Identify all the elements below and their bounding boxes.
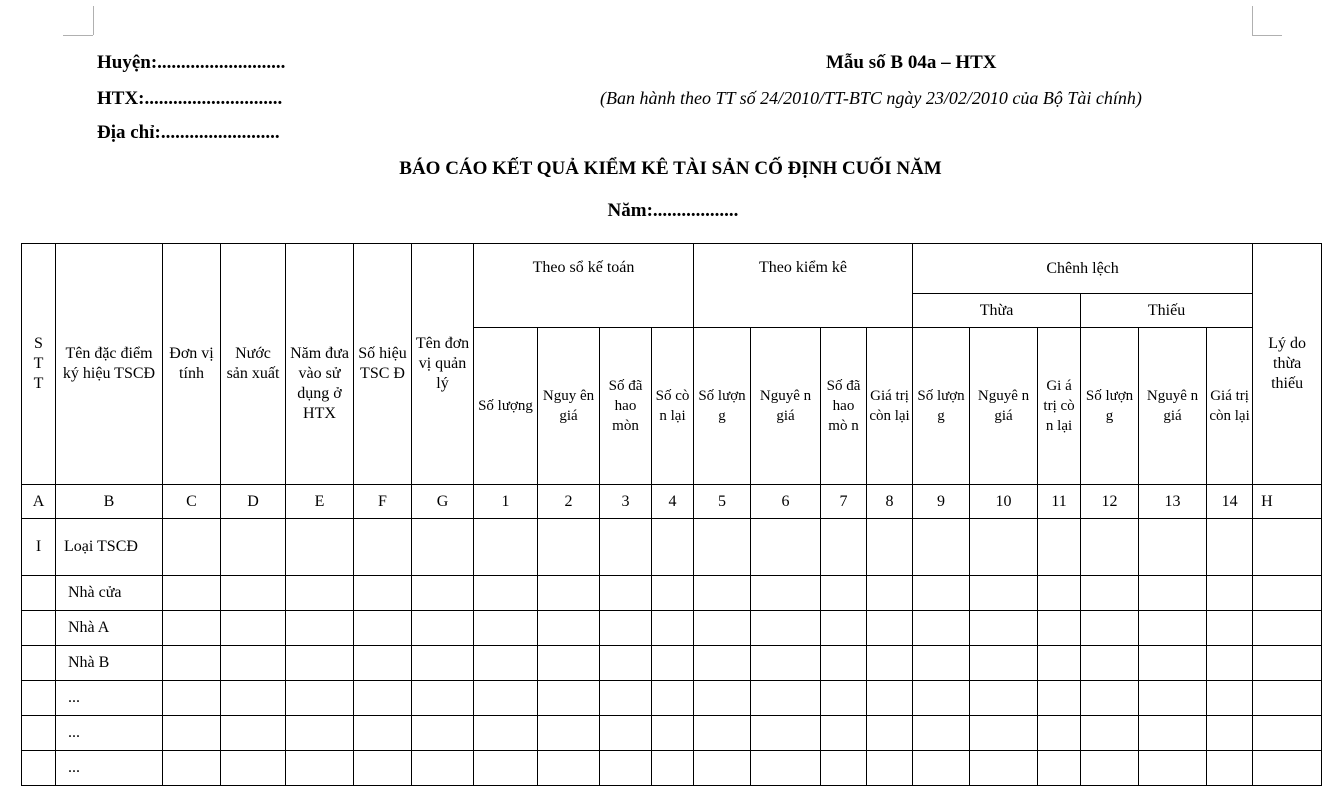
empty-cell	[867, 751, 913, 786]
empty-cell	[694, 646, 751, 681]
count-depreciation: Số đã hao mò n	[821, 328, 867, 485]
empty-cell	[821, 646, 867, 681]
empty-cell	[538, 519, 600, 576]
empty-cell	[913, 681, 970, 716]
col-stt	[22, 244, 56, 485]
empty-cell	[751, 576, 821, 611]
books-cost: Nguy ên giá	[538, 328, 600, 485]
empty-cell	[354, 716, 412, 751]
sub-shortage: Thiếu	[1081, 294, 1253, 328]
code-cell: D	[221, 485, 286, 519]
surplus-qty: Số lượn g	[913, 328, 970, 485]
shortage-cost: Nguyê n giá	[1139, 328, 1207, 485]
code-cell: C	[163, 485, 221, 519]
col-name: Tên đặc điểm ký hiệu TSCĐ	[56, 244, 163, 485]
group-books-label: Theo sổ kế toán	[532, 259, 635, 276]
row-stt	[22, 611, 56, 646]
empty-cell	[1038, 611, 1081, 646]
empty-cell	[600, 681, 652, 716]
row-name: Loại TSCĐ	[56, 519, 163, 576]
empty-cell	[1253, 646, 1322, 681]
code-cell: H	[1253, 485, 1322, 519]
table-row	[22, 611, 1322, 646]
table-row	[22, 519, 1322, 576]
empty-cell	[913, 519, 970, 576]
empty-cell	[751, 611, 821, 646]
empty-cell	[694, 751, 751, 786]
empty-cell	[913, 646, 970, 681]
empty-cell	[354, 751, 412, 786]
empty-cell	[970, 519, 1038, 576]
empty-cell	[474, 681, 538, 716]
empty-cell	[1207, 576, 1253, 611]
empty-cell	[538, 681, 600, 716]
count-remaining: Giá trị còn lại	[867, 328, 913, 485]
sub-surplus: Thừa	[913, 294, 1081, 328]
empty-cell	[1081, 646, 1139, 681]
empty-cell	[221, 646, 286, 681]
empty-cell	[913, 611, 970, 646]
empty-cell	[1081, 576, 1139, 611]
empty-cell	[354, 519, 412, 576]
empty-cell	[751, 716, 821, 751]
empty-cell	[1253, 576, 1322, 611]
col-mgmt-unit: Tên đơn vị quản lý	[412, 244, 474, 485]
empty-cell	[1253, 519, 1322, 576]
address-line: Địa chỉ:.........................	[97, 122, 280, 143]
table-row	[22, 646, 1322, 681]
empty-cell	[652, 519, 694, 576]
empty-cell	[913, 716, 970, 751]
empty-cell	[286, 519, 354, 576]
empty-cell	[286, 576, 354, 611]
code-cell: 8	[867, 485, 913, 519]
table-row	[22, 576, 1322, 611]
empty-cell	[913, 576, 970, 611]
code-cell: 5	[694, 485, 751, 519]
code-cell: 7	[821, 485, 867, 519]
empty-cell	[970, 716, 1038, 751]
empty-cell	[354, 611, 412, 646]
empty-cell	[286, 681, 354, 716]
empty-cell	[474, 646, 538, 681]
col-stt-label: S T T	[33, 335, 44, 392]
empty-cell	[286, 646, 354, 681]
empty-cell	[600, 576, 652, 611]
empty-cell	[1253, 681, 1322, 716]
shortage-remaining: Giá trị còn lại	[1207, 328, 1253, 485]
empty-cell	[1253, 751, 1322, 786]
empty-cell	[652, 681, 694, 716]
empty-cell	[1081, 751, 1139, 786]
empty-cell	[163, 519, 221, 576]
empty-cell	[1207, 716, 1253, 751]
empty-cell	[474, 611, 538, 646]
count-qty: Số lượn g	[694, 328, 751, 485]
empty-cell	[538, 751, 600, 786]
code-cell: 12	[1081, 485, 1139, 519]
col-reason: Lý do thừa thiếu	[1253, 244, 1322, 485]
report-year: Năm:..................	[607, 200, 739, 221]
empty-cell	[163, 611, 221, 646]
empty-cell	[1207, 751, 1253, 786]
empty-cell	[1139, 716, 1207, 751]
empty-cell	[867, 681, 913, 716]
empty-cell	[538, 716, 600, 751]
inventory-table	[21, 243, 1322, 786]
empty-cell	[970, 611, 1038, 646]
empty-cell	[1081, 611, 1139, 646]
empty-cell	[1038, 751, 1081, 786]
row-stt	[22, 751, 56, 786]
row-name: Nhà A	[56, 611, 163, 646]
empty-cell	[821, 681, 867, 716]
empty-cell	[751, 751, 821, 786]
group-count	[694, 244, 913, 328]
empty-cell	[474, 519, 538, 576]
empty-cell	[412, 751, 474, 786]
empty-cell	[970, 751, 1038, 786]
empty-cell	[913, 751, 970, 786]
empty-cell	[1081, 519, 1139, 576]
row-stt	[22, 646, 56, 681]
coop-line: HTX:.............................	[97, 88, 283, 109]
empty-cell	[821, 751, 867, 786]
empty-cell	[474, 751, 538, 786]
empty-cell	[1253, 611, 1322, 646]
empty-cell	[163, 576, 221, 611]
col-asset-no: Số hiệu TSC Đ	[354, 244, 412, 485]
empty-cell	[412, 611, 474, 646]
crop-mark-top-right-v	[1252, 6, 1253, 35]
empty-cell	[1207, 519, 1253, 576]
empty-cell	[694, 681, 751, 716]
empty-cell	[286, 751, 354, 786]
empty-cell	[1139, 611, 1207, 646]
empty-cell	[1038, 576, 1081, 611]
row-stt: I	[22, 519, 56, 576]
code-cell: F	[354, 485, 412, 519]
empty-cell	[1207, 646, 1253, 681]
empty-cell	[474, 576, 538, 611]
empty-cell	[1139, 576, 1207, 611]
empty-cell	[538, 576, 600, 611]
code-cell: 4	[652, 485, 694, 519]
empty-cell	[694, 611, 751, 646]
empty-cell	[1207, 611, 1253, 646]
empty-cell	[1139, 646, 1207, 681]
empty-cell	[286, 611, 354, 646]
empty-cell	[970, 646, 1038, 681]
empty-cell	[751, 519, 821, 576]
empty-cell	[354, 576, 412, 611]
group-count-label: Theo kiểm kê	[759, 259, 847, 276]
empty-cell	[538, 646, 600, 681]
group-diff: Chênh lệch	[913, 244, 1253, 294]
surplus-remaining: Gi á trị cò n lại	[1038, 328, 1081, 485]
empty-cell	[600, 519, 652, 576]
empty-cell	[412, 519, 474, 576]
empty-cell	[694, 519, 751, 576]
shortage-qty: Số lượn g	[1081, 328, 1139, 485]
empty-cell	[163, 681, 221, 716]
empty-cell	[163, 751, 221, 786]
row-name: ...	[56, 681, 163, 716]
code-cell: G	[412, 485, 474, 519]
empty-cell	[221, 611, 286, 646]
row-name: ...	[56, 716, 163, 751]
code-cell: 6	[751, 485, 821, 519]
empty-cell	[867, 716, 913, 751]
empty-cell	[412, 716, 474, 751]
empty-cell	[221, 519, 286, 576]
empty-cell	[867, 519, 913, 576]
col-country: Nước sản xuất	[221, 244, 286, 485]
table-row	[22, 751, 1322, 786]
empty-cell	[652, 716, 694, 751]
empty-cell	[221, 716, 286, 751]
empty-cell	[1139, 751, 1207, 786]
column-codes-row	[22, 485, 1322, 519]
books-depreciation: Số đã hao mòn	[600, 328, 652, 485]
row-name: Nhà cửa	[56, 576, 163, 611]
district-line: Huyện:...........................	[97, 52, 286, 73]
empty-cell	[1081, 681, 1139, 716]
code-cell: 10	[970, 485, 1038, 519]
empty-cell	[821, 519, 867, 576]
empty-cell	[538, 611, 600, 646]
row-stt	[22, 716, 56, 751]
empty-cell	[1139, 681, 1207, 716]
empty-cell	[600, 716, 652, 751]
empty-cell	[652, 751, 694, 786]
crop-mark-top-left-h	[63, 35, 93, 36]
crop-mark-top-right-h	[1252, 35, 1282, 36]
code-cell: E	[286, 485, 354, 519]
empty-cell	[1038, 519, 1081, 576]
empty-cell	[412, 646, 474, 681]
code-cell: 14	[1207, 485, 1253, 519]
empty-cell	[221, 681, 286, 716]
row-name: Nhà B	[56, 646, 163, 681]
code-cell: 11	[1038, 485, 1081, 519]
empty-cell	[867, 611, 913, 646]
empty-cell	[867, 646, 913, 681]
empty-cell	[1081, 716, 1139, 751]
col-unit: Đơn vị tính	[163, 244, 221, 485]
form-number: Mẫu số B 04a – HTX	[826, 52, 997, 73]
empty-cell	[221, 751, 286, 786]
group-books	[474, 244, 694, 328]
empty-cell	[694, 716, 751, 751]
row-stt	[22, 576, 56, 611]
empty-cell	[1038, 646, 1081, 681]
empty-cell	[652, 576, 694, 611]
empty-cell	[652, 611, 694, 646]
code-cell: 1	[474, 485, 538, 519]
row-stt	[22, 681, 56, 716]
code-cell: 2	[538, 485, 600, 519]
code-cell: B	[56, 485, 163, 519]
empty-cell	[474, 716, 538, 751]
col-year-use: Năm đưa vào sử dụng ở HTX	[286, 244, 354, 485]
empty-cell	[1207, 681, 1253, 716]
code-cell: 3	[600, 485, 652, 519]
data-rows	[22, 519, 1322, 786]
empty-cell	[821, 611, 867, 646]
count-cost: Nguyê n giá	[751, 328, 821, 485]
empty-cell	[1253, 716, 1322, 751]
empty-cell	[867, 576, 913, 611]
empty-cell	[412, 681, 474, 716]
empty-cell	[286, 716, 354, 751]
table-row	[22, 716, 1322, 751]
empty-cell	[354, 681, 412, 716]
books-qty: Số lượng	[474, 328, 538, 485]
empty-cell	[751, 646, 821, 681]
code-cell: 9	[913, 485, 970, 519]
empty-cell	[970, 681, 1038, 716]
report-title: BÁO CÁO KẾT QUẢ KIỂM KÊ TÀI SẢN CỐ ĐỊNH CUỐI NĂM	[399, 158, 942, 179]
crop-mark-top-left-v	[93, 6, 94, 35]
empty-cell	[821, 576, 867, 611]
empty-cell	[600, 611, 652, 646]
empty-cell	[600, 751, 652, 786]
empty-cell	[1139, 519, 1207, 576]
empty-cell	[600, 646, 652, 681]
empty-cell	[412, 576, 474, 611]
issued-note: (Ban hành theo TT số 24/2010/TT-BTC ngày 23/02/2010 của Bộ Tài chính)	[600, 88, 1142, 108]
books-remaining: Số cò n lại	[652, 328, 694, 485]
empty-cell	[694, 576, 751, 611]
empty-cell	[821, 716, 867, 751]
row-name: ...	[56, 751, 163, 786]
code-cell: A	[22, 485, 56, 519]
empty-cell	[652, 646, 694, 681]
code-cell: 13	[1139, 485, 1207, 519]
empty-cell	[751, 681, 821, 716]
empty-cell	[1038, 716, 1081, 751]
empty-cell	[221, 576, 286, 611]
empty-cell	[1038, 681, 1081, 716]
empty-cell	[163, 716, 221, 751]
empty-cell	[970, 576, 1038, 611]
empty-cell	[163, 646, 221, 681]
table-row	[22, 681, 1322, 716]
empty-cell	[354, 646, 412, 681]
surplus-cost: Nguyê n giá	[970, 328, 1038, 485]
